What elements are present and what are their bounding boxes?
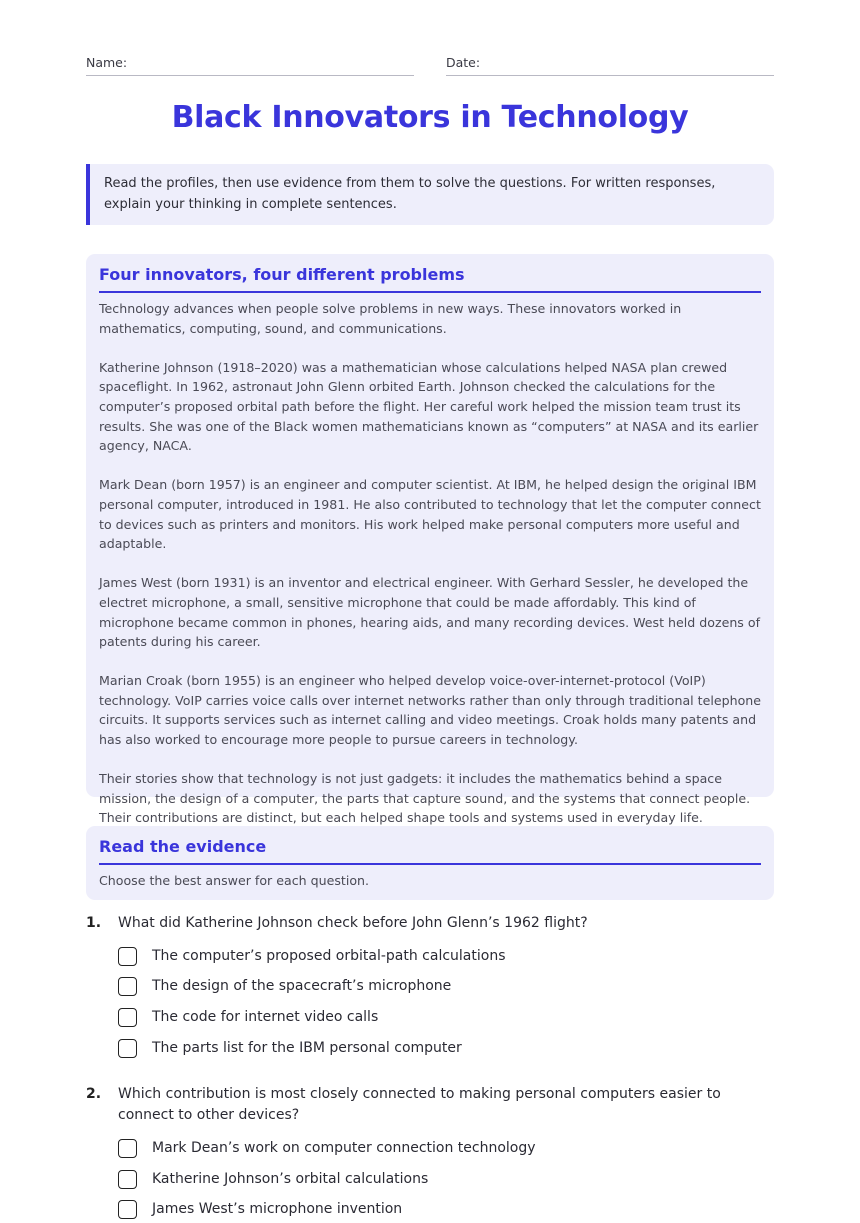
answer-option[interactable] [118,1169,758,1193]
name-field[interactable] [86,54,414,76]
passage-paragraph-west: James West (born 1931) is an inventor and electrical engineer. With Gerhard Sessler, he developed the electret microphone, a small, sensitive microphone that could be made affordably. This kind of microphone became common in phones, hearing aids, and many recording devices. West held dozens of patents during his career. [99,575,761,650]
worksheet-title: Black Innovators in Technology [171,100,689,135]
evidence-subtitle: Choose the best answer for each question. [99,873,370,888]
checkbox[interactable] [118,1039,137,1058]
option-label: Katherine Johnson’s orbital calculations [152,1171,429,1187]
passage-paragraph-croak: Marian Croak (born 1955) is an engineer who helped develop voice-over-internet-protocol (VoIP) technology. VoIP carries voice calls over internet networks rather than only through traditional telephone circuits. It supports services such as internet calling and video meetings. Croak holds many patents and has also worked to encourage more people to pursue careers in technology. [99,673,762,748]
evidence-heading: Read the evidence [99,836,761,865]
answer-option[interactable] [118,976,758,1000]
answer-option[interactable] [118,946,758,970]
option-label: Mark Dean’s work on computer connection technology [152,1140,536,1156]
question-number: 1. [86,915,102,931]
evidence-section-header [86,826,774,900]
passage-paragraph-intro: Technology advances when people solve problems in new ways. These innovators worked in mathematics, computing, sound, and communications. [99,301,682,336]
question-text: Which contribution is most closely connected to making personal computers easier to connect to other devices? [118,1086,721,1123]
instructions-text: Read the profiles, then use evidence from them to solve the questions. For written responses, explain your thinking in complete sentences. [104,176,716,212]
answer-option[interactable] [118,1199,758,1223]
name-label: Name: [86,55,128,70]
passage-paragraph-johnson: Katherine Johnson (1918–2020) was a mathematician whose calculations helped NASA plan crewed spaceflight. In 1962, astronaut John Glenn orbited Earth. Johnson checked the calculations for the computer’s proposed orbital path before the flight. Her careful work helped the mission team trust its results. She was one of the Black women mathematicians known as “computers” at NASA and its earlier agency, NACA. [99,359,759,454]
instructions-box [86,164,774,225]
answer-option[interactable] [118,1038,758,1062]
reading-passage [86,254,774,826]
question-text: What did Katherine Johnson check before John Glenn’s 1962 flight? [118,915,588,931]
option-label: The code for internet video calls [152,1009,379,1025]
passage-heading: Four innovators, four different problems [99,264,761,293]
date-field[interactable] [446,54,774,76]
question-number: 2. [86,1086,102,1102]
checkbox[interactable] [118,947,137,966]
answer-option[interactable] [118,1007,758,1031]
option-label: The design of the spacecraft’s microphone [152,978,452,994]
answer-option[interactable] [118,1138,758,1162]
checkbox[interactable] [118,1200,137,1219]
checkbox[interactable] [118,1008,137,1027]
option-label: The parts list for the IBM personal computer [152,1040,462,1056]
name-date-row [86,54,774,76]
checkbox[interactable] [118,1139,137,1158]
passage-paragraph-conclusion: Their stories show that technology is not just gadgets: it includes the mathematics behind a space mission, the design of a computer, the parts that capture sound, and the systems that connect people. Their contributions are distinct, but each helped shape tools and systems used in everyday life. [99,771,751,826]
passage-paragraph-dean: Mark Dean (born 1957) is an engineer and computer scientist. At IBM, he helped design the original IBM personal computer, introduced in 1981. He also contributed to technology that let the computer connect to devices such as printers and monitors. His work helped make personal computers more useful and adaptable. [99,477,761,552]
checkbox[interactable] [118,1170,137,1189]
checkbox[interactable] [118,977,137,996]
option-label: The computer’s proposed orbital-path calculations [152,948,506,964]
date-label: Date: [446,55,481,70]
option-label: James West’s microphone invention [152,1201,403,1217]
